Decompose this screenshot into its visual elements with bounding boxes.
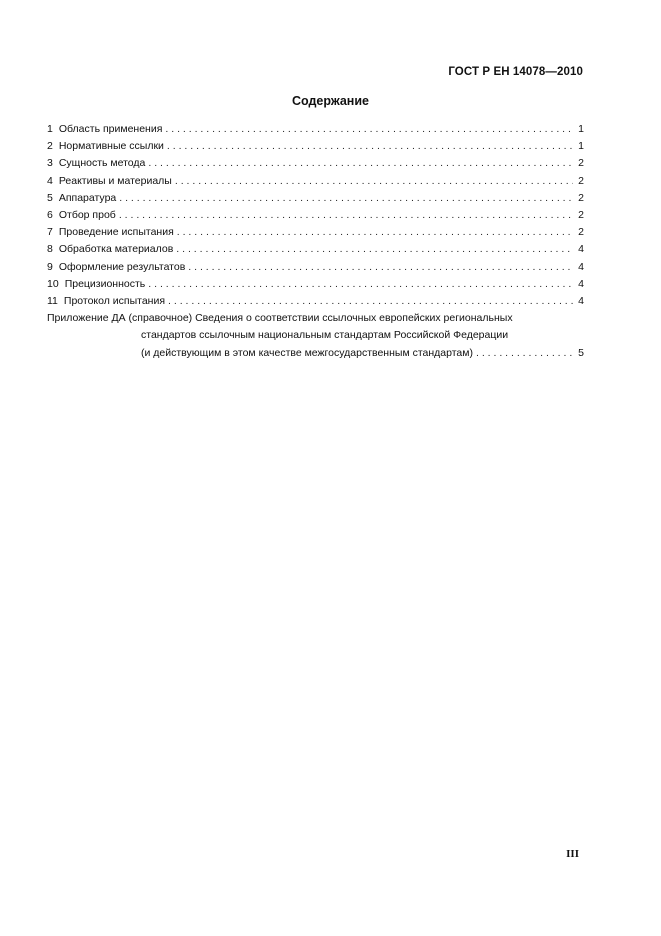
toc-entry-page: 2	[578, 226, 584, 239]
toc-entry-number: 8	[47, 243, 53, 256]
toc-entry-number: 10	[47, 277, 59, 290]
toc-entry-title: Оформление результатов	[58, 260, 186, 273]
toc-entry-page: 4	[578, 260, 584, 273]
appendix-continuation	[47, 327, 584, 361]
toc-entry-page: 4	[578, 277, 584, 290]
toc-entry-number: 9	[47, 260, 53, 273]
toc-entry[interactable]	[47, 259, 584, 276]
toc-entry-title: Проведение испытания	[58, 226, 174, 239]
appendix-title-line: Приложение ДА (справочное) Сведения о соответствии ссылочных европейских региональных	[47, 312, 513, 325]
toc-entry-number: 4	[47, 174, 53, 187]
toc-entry-page: 2	[578, 191, 584, 204]
toc-leader-dots	[476, 345, 573, 362]
toc-entry-number: 6	[47, 209, 53, 222]
toc-entry[interactable]	[47, 276, 584, 293]
toc-leader-dots	[148, 155, 573, 172]
appendix-title-line: (и действующим в этом качестве межгосударственным стандартам)	[141, 346, 473, 359]
toc-leader-dots	[165, 121, 573, 138]
toc-leader-dots	[119, 207, 573, 224]
toc-leader-dots	[177, 224, 573, 241]
toc-leader-dots	[148, 276, 573, 293]
toc-entry-number: 7	[47, 226, 53, 239]
toc-entry-number: 2	[47, 140, 53, 153]
page-number: III	[566, 848, 579, 860]
toc-entry-page: 2	[578, 157, 584, 170]
toc-entry-number: 3	[47, 157, 53, 170]
toc-entry[interactable]	[47, 173, 584, 190]
toc-appendix-entry[interactable]	[47, 310, 584, 362]
toc-entry[interactable]	[47, 138, 584, 155]
toc-entry-number: 5	[47, 191, 53, 204]
toc-entry-title: Нормативные ссылки	[58, 140, 164, 153]
toc-leader-dots	[188, 259, 573, 276]
toc-title: Содержание	[291, 94, 369, 108]
toc-entry-title: Протокол испытания	[63, 295, 166, 308]
toc-leader-dots	[167, 138, 573, 155]
toc-entry-page: 4	[578, 295, 584, 308]
toc-entry[interactable]	[47, 190, 584, 207]
toc-entry[interactable]	[47, 224, 584, 241]
toc-entry[interactable]	[47, 293, 584, 310]
toc-entry-title: Обработка материалов	[58, 243, 174, 256]
toc-entry[interactable]	[47, 241, 584, 258]
toc-entry-page: 1	[578, 123, 584, 135]
toc-entry-title: Отбор проб	[58, 209, 116, 222]
toc-entry-page: 2	[578, 209, 584, 222]
toc-entry[interactable]	[47, 121, 584, 138]
toc-entry-page: 1	[578, 140, 584, 153]
toc-entry[interactable]	[47, 155, 584, 172]
toc-entry[interactable]	[47, 207, 584, 224]
toc-entry-number: 11	[47, 295, 58, 308]
toc-leader-dots	[168, 293, 573, 310]
document-identifier: ГОСТ Р ЕН 14078—2010	[448, 66, 583, 78]
toc-leader-dots	[176, 241, 573, 258]
toc-entry-title: Область применения	[58, 123, 163, 135]
appendix-title-line: стандартов ссылочным национальным стандартам Российской Федерации	[141, 329, 509, 342]
toc-entry-page: 2	[578, 174, 584, 187]
toc-entry-title: Реактивы и материалы	[58, 174, 172, 187]
toc-leader-dots	[119, 190, 573, 207]
appendix-last-line	[141, 345, 584, 362]
toc-entry-number: 1	[47, 123, 53, 135]
table-of-contents	[47, 121, 584, 362]
toc-entry-title: Сущность метода	[58, 157, 146, 170]
toc-leader-dots	[175, 173, 573, 190]
toc-entry-page: 5	[578, 346, 584, 359]
toc-entry-title: Аппаратура	[58, 191, 117, 204]
toc-entry-title: Прецизионность	[64, 277, 146, 290]
toc-entry-page: 4	[578, 243, 584, 256]
